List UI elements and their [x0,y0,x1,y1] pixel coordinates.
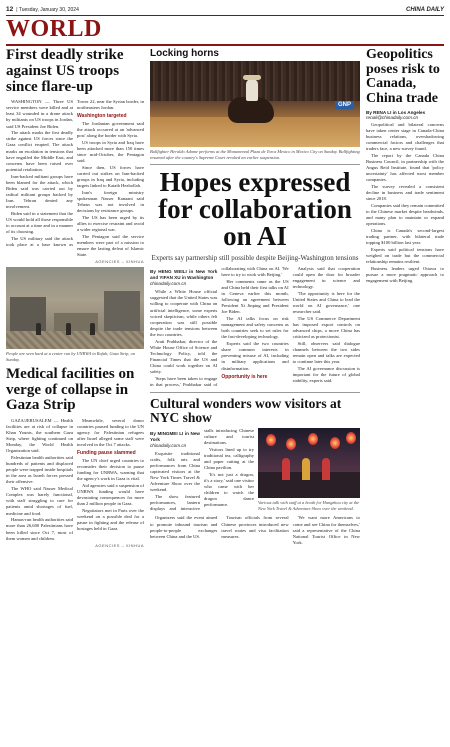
article-body [6,99,144,258]
paragraph: Visitors lined up to try traditional tea, calligraphy and paper cutting at the China pavilion. [204,446,254,471]
subhead: Opportunity is here [221,373,268,380]
photo-person [36,323,41,335]
byline [366,110,444,120]
article-cultural-wonders [150,397,360,546]
paragraph: Palestinian health authorities said hundreds of patients and displaced people were trapped inside hospitals in the area as Israeli forces pressed their offensive. [6,455,73,485]
paragraph: The Jordanian government said the attack occurred at an 'advanced post' along the border with Syria. [77,120,144,139]
paragraph: Tourism officials from several Chinese provinces introduced new travel routes and visa facilitation measures. [221,515,289,539]
photo-performer [282,458,290,480]
paragraph: Negotiators met in Paris over the weekend on a possible deal for a pause in fighting and the release of hostages held in Gaza. [77,508,144,532]
headline-cultural[interactable]: Cultural wonders wow visitors at NYC show [150,395,342,425]
page-number: 12 [6,6,14,13]
photo-lantern [266,434,276,446]
paragraph: The show featured performances, lantern displays and interactive stalls introducing Chinese culture and tourist destinations. [150,427,254,512]
photo-caption-bullfight: Bullfighter Heraldo Adame performs at the Monumental Plaza de Toros Mexico in Mexico City on Sunday. Bullfighting resumed after the country's Supreme Court revoked an earlier suspension. [150,149,360,160]
paragraph: Since then, US forces have carried out strikes on Iran-backed groups in Iraq and Syria, including targets linked to Kataib Hezbollah. [77,165,144,189]
byline [150,431,200,449]
photo-performer [322,458,330,480]
photo-lantern [286,438,296,450]
paragraph: Aid agencies said a suspension of UNRWA funding would have devastating consequences for more than 2 million people in Gaza. [77,482,144,507]
article-geopolitics [366,48,444,284]
paragraph: Iran-backed militant groups have been blamed for the attack, which Biden said was carried out by radical militant groups backed by Iran. Tehran denied any involvement. [6,173,73,209]
paragraph: While a White House official suggested that the United States was willing to cooperate with China on artificial intelligence, some experts voiced skepticism, while others felt cooperation was still possible despite the trade tensions between the two countries. [150,289,218,337]
paragraph: The Pentagon said the service members were part of a mission to ensure the lasting defeat of Islamic State. [77,234,144,258]
paragraph: Meanwhile, several donor countries paused funding to the UN agency for Palestinian refugees after Israel alleged some staff were involved in the Oct 7 attacks. [77,418,144,448]
newspaper-brand: CHINA DAILY [406,6,444,13]
column-center [150,48,360,546]
byline-email: chinadaily.com.cn [150,442,187,448]
paragraph: Organizers said the event aimed to promote inbound tourism and people-to-people exchanges between China and the US. [150,515,218,539]
paragraph: China is Canada's second-largest trading partner, with bilateral trade topping $100 billion last year. [366,228,444,246]
article-body [150,428,254,513]
cultural-right [258,428,360,513]
photo-performer [302,458,310,480]
paragraph: The AI governance discussion is important for the future of global stability, experts said. [292,366,360,384]
photo-gaza[interactable] [6,267,144,349]
photo-person [66,323,71,335]
byline-email: chinadaily.com.cn [150,281,187,287]
paragraph: The US Commerce Department has imposed export controls on advanced chips, a move China has criticized as protectionist. [292,316,360,340]
headline-geopolitics[interactable]: Geopolitics poses risk to Canada, China trade [366,47,440,107]
paragraph: The US military said the attack took place at a base known as Tower 22, near the Syrian border, in northeastern Jordan. [6,99,144,247]
paragraph: The AI talks focus on risk management and safety concerns as both countries seek to set rules for the fast-developing technology. [221,316,289,340]
paragraph: The survey revealed a consistent decline in business and trade sentiment since 2018. [366,183,444,202]
paragraph: The US has been urged by its allies to exercise restraint and avoid a wider regional war. [77,215,144,233]
paragraph: The report by the Canada China Business Council, in partnership with the Angus Reid Institute, found that 'policy uncertainty' has affected most member companies. [366,152,444,183]
article-us-troops [6,48,144,264]
paragraph: 'We want more Americans to come and see China for themselves,' said a representative of the China National Tourist Office in New York. [292,515,360,545]
column-right [366,48,444,285]
photo-sponsor-logo: GNP [335,101,354,109]
issue-date: | Tuesday, January 30, 2024 [16,6,79,13]
article-body [150,266,360,388]
paragraph: Hamas-run health authorities said more than 26,600 Palestinians have been killed since Oct 7, most of them women and children. [6,517,73,541]
masthead [6,4,444,16]
article-body [366,122,444,284]
paragraph: GAZA/JERUSALEM — Health facilities are at risk of collapse in Khan Younis, the southern Gaza Strip, where fighting continued on Monday, the World Health Organization said. [6,418,73,454]
paragraph: Iran's foreign ministry spokesman Nasser Kanaani said Tehran was not involved in decisions by resistance groups. [77,190,144,214]
paragraph: US troops in Syria and Iraq have been attacked more than 150 times since mid-October, the Pentagon said. [77,139,144,164]
headline-us-troops[interactable]: First deadly strike against US troops since flare-up [6,47,124,95]
cultural-layout [150,428,360,513]
agency-credit: AGENCIES – XINHUA [95,259,144,265]
column-left [6,48,144,548]
photo-caption-gaza: People are seen hard at a center run by UNRWA in Rafah, Gaza Strip, on Sunday. [6,351,135,363]
divider [150,392,360,393]
paragraph: Analysts said that cooperation could open the door for broader engagement in science and technology. [292,266,360,290]
paragraph: The UN chief urged countries to reconsider their decision to pause funding for UNRWA, warning that the agency's work in Gaza is vital. [77,457,144,482]
paragraph: Biden said in a statement that the US would hold all those responsible to account at a time and in a manner of its choosing. [6,210,73,234]
subhead: Washington targeted [77,113,127,120]
photo-caption-nyc: Various talk with staff at a booth for Hangzhou city at the New York Travel & Adventure Show over the weekend. [258,499,360,511]
paragraph: Companies said they remain committed to the Chinese market despite headwinds, and many plan to maintain or expand operations. [366,202,444,227]
subhead: Funding pause slammed [77,450,136,457]
paragraph: Her comments came as the US and China held their first talks on AI in Geneva earlier this month, following an agreement between President Xi Jinping and President Joe Biden. [221,279,289,315]
deck-ai: Experts say partnership still possible despite Beijing-Washington tensions [151,254,359,263]
paragraph: WASHINGTON — Three US service members were killed and at least 34 wounded in a drone attack by militants on US troops in Jordan, said US President Joe Biden. [6,99,73,129]
headline-ai[interactable]: Hopes expressed for collaboration on AI [158,167,352,252]
photo-hat [243,75,261,80]
photo-rubble-ground [6,331,144,349]
byline-names: By RENA LI in Los Angeles [366,109,426,115]
article-body [6,418,144,542]
photo-nyc-show[interactable] [258,428,360,498]
paragraph: Still, observers said dialogue channels between the two sides remain open and talks are expected to continue later this year. [292,341,360,365]
section-rule [6,44,444,46]
article-body-continued [150,515,360,545]
paragraph: Exquisite traditional crafts, folk arts and performances from China captivated visitors at the New York Times Travel & Adventure Show over the weekend. [150,451,200,493]
paragraph: Arati Prabhakar, director of the White House Office of Science and Technology Policy, told the Financial Times that the US and China could work together on AI safety. [150,338,218,374]
photo-kicker: Locking horns [150,48,219,59]
divider [150,164,360,165]
photo-bullfighter [246,79,258,101]
paragraph: Business leaders urged Ottawa to pursue a more pragmatic approach to engagement with Beijing. [366,265,444,284]
photo-lantern [346,432,356,444]
byline-names: By MINGMEI LI in New York [150,430,200,442]
paragraph: The WHO said Nasser Medical Complex was barely functional, with staff struggling to care for patients amid shortages of fuel, medicine and food. [6,486,73,516]
photo-bullfight[interactable] [150,61,360,147]
paragraph: 'Steps have been taken to engage in that process,' Prabhakar said of collaborating with China on AI. 'We have to try to work with Beijing.' [150,266,289,387]
paragraph: The attack marks the first deadly strike against US forces since the Gaza conflict erupted. The attack marks an escalation in tensions that have engulfed the Middle East, and concerns have been raised over potential retaliation. [6,130,73,172]
article-gaza [6,367,144,548]
paragraph: 'It's not just a dragon, it's a story,' said one visitor who came with her children to watch the dragon dance performance. [204,471,254,508]
article-ai-collaboration [150,169,360,388]
paragraph: Experts said the two countries share common interests in preventing misuse of AI, including in military applications and disinformation. [221,341,289,371]
paragraph: Geopolitical and bilateral concerns have taken center stage in Canada-China business relations, overshadowing commercial factors and challenges that traders face, a new survey found. [366,121,444,151]
paragraph: Experts said political tensions have weighed on trade but the commercial relationship remains resilient. [366,246,444,265]
photo-lantern [308,433,318,445]
headline-gaza[interactable]: Medical facilities on verge of collapse in Gaza Strip [6,365,135,414]
agency-credit: AGENCIES – XINHUA [95,542,144,548]
byline-email: renali@chinadaily.com.cn [366,114,419,120]
paragraph: 'The opportunity is here for the United States and China to lead the world on AI governance,' one researcher said. [292,291,360,315]
photo-lantern [330,437,340,449]
byline [150,269,217,287]
section-title: WORLD [6,16,102,42]
photo-person [90,323,95,335]
byline-names: By HENG WEILI in New York and YIFAN XU in Washington [150,269,218,281]
